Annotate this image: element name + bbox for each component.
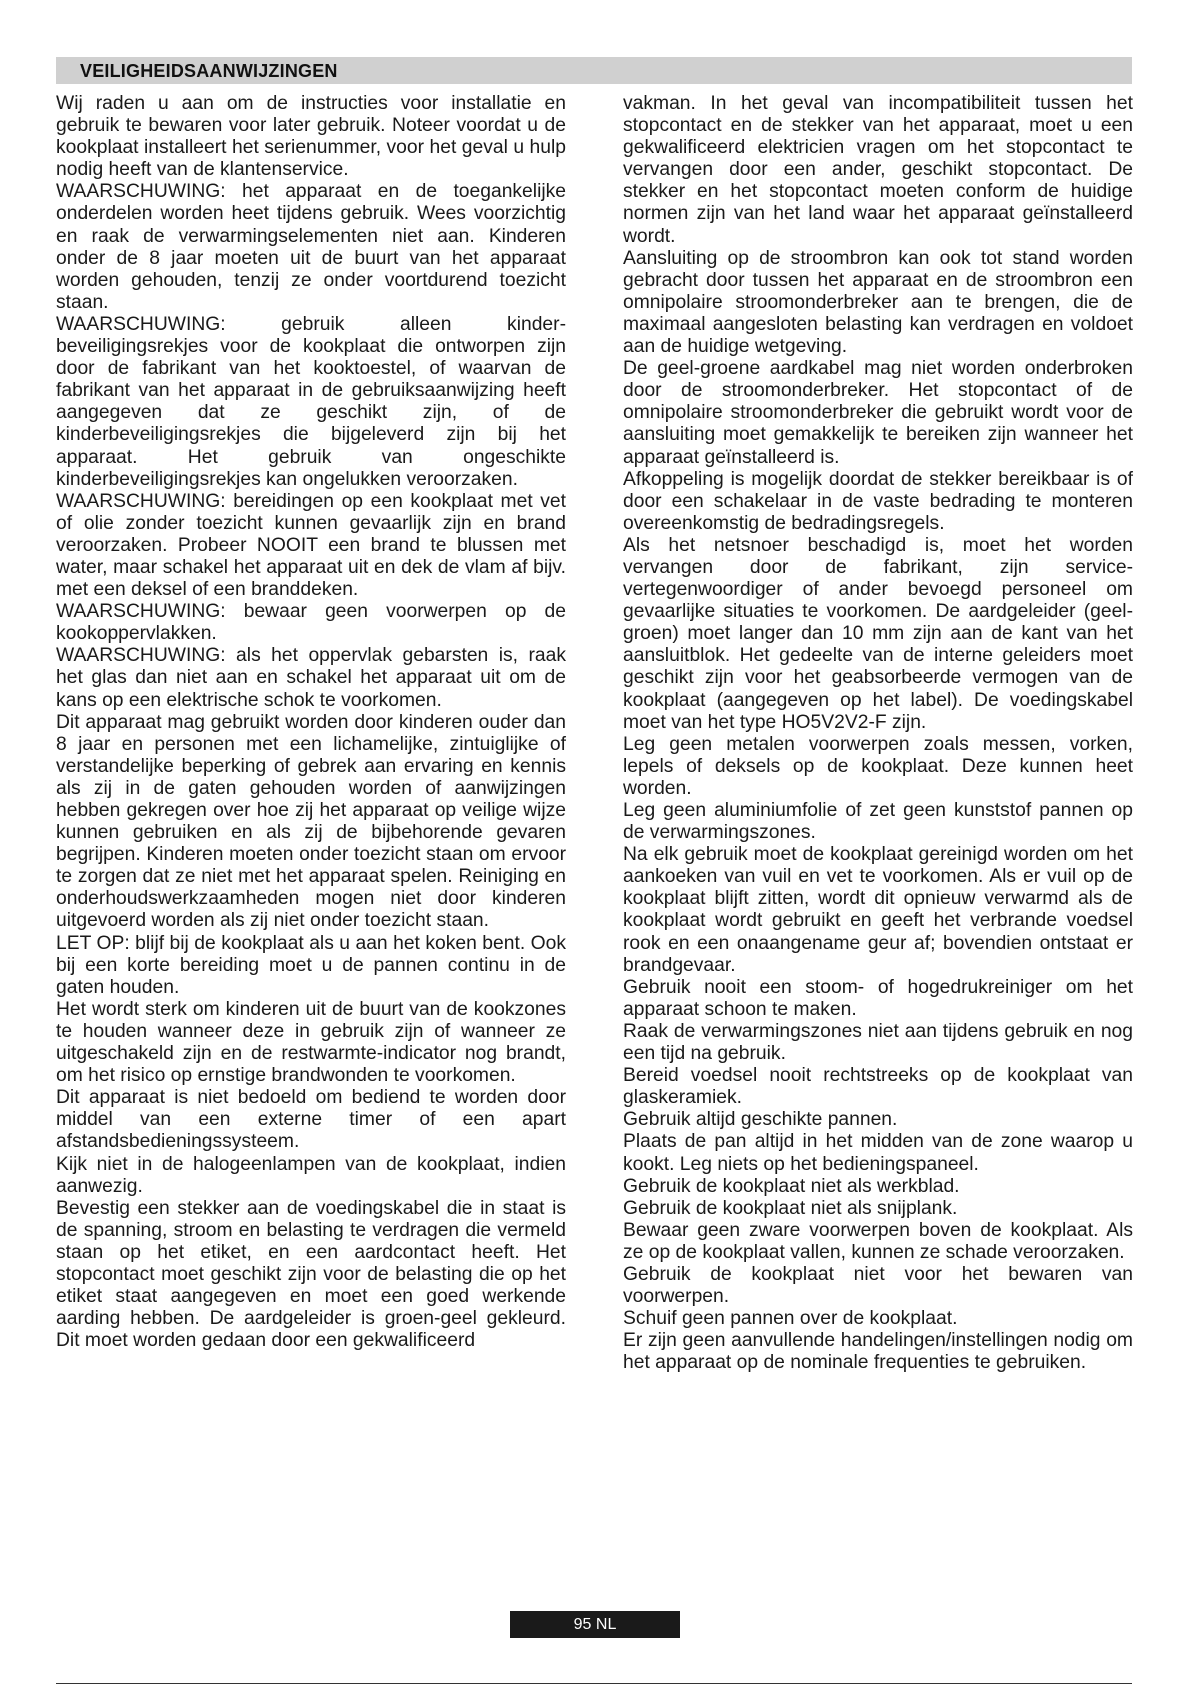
paragraph: WAARSCHUWING: het apparaat en de toegankelijke onderdelen worden heet tijdens gebruik. Wees voorzichtig en raak de verwarmingselementen niet aan. Kinderen onder de 8 jaar moeten uit de buurt van het apparaat worden gehouden, tenzij ze onder voortdurend toezicht staan. xyxy=(56,181,566,313)
paragraph: vakman. In het geval van incompatibiliteit tussen het stopcontact en de stekker van het apparaat, moet u een gekwalificeerd elektricien vragen om het stopcontact te vervangen door een ander, geschikt stopcontact. De stekker en het stopcontact moeten conform de huidige normen zijn van het land waar het apparaat geïnstalleerd wordt. xyxy=(623,93,1133,247)
paragraph: WAARSCHUWING: gebruik alleen kinder-beveiligingsrekjes voor de kookplaat die ontworpen zijn door de fabrikant van het kooktoestel, of waarvan de fabrikant van het apparaat in de gebruiksaanwijzing heeft aangegeven dat ze geschikt zijn, of de kinderbeveiligingsrekjes die bijgeleverd zijn bij het apparaat. Het gebruik van ongeschikte kinderbeveiligingsrekjes kan ongelukken veroorzaken. xyxy=(56,313,566,490)
paragraph: WAARSCHUWING: bewaar geen voorwerpen op de kookoppervlakken. xyxy=(56,601,566,645)
paragraph: Dit apparaat mag gebruikt worden door kinderen ouder dan 8 jaar en personen met een lichamelijke, zintuiglijke of verstandelijke beperking of gebrek aan ervaring en kennis als zij in de gaten gehouden worden of aanwijzingen hebben gekregen over hoe zij het apparaat op veilige wijze kunnen gebruiken en als zij de bijbehorende gevaren begrijpen. Kinderen moeten onder toezicht staan om ervoor te zorgen dat ze niet met het apparaat spelen. Reiniging en onderhoudswerkzaamheden mogen niet door kinderen uitgevoerd worden als zij niet onder toezicht staan. xyxy=(56,711,566,932)
paragraph: Er zijn geen aanvullende handelingen/instellingen nodig om het apparaat op de nominale frequenties te gebruiken. xyxy=(623,1330,1133,1374)
paragraph: WAARSCHUWING: bereidingen op een kookplaat met vet of olie zonder toezicht kunnen gevaarlijk zijn en brand veroorzaken. Probeer NOOIT een brand te blussen met water, maar schakel het apparaat uit en dek de vlam af bijv. met een deksel of een branddeken. xyxy=(56,490,566,601)
paragraph: Aansluiting op de stroombron kan ook tot stand worden gebracht door tussen het apparaat en de stroombron een omnipolaire stroomonderbreker aan te brengen, die de maximaal aangesloten belasting kan verdragen en voldoet aan de huidige wetgeving. xyxy=(623,247,1133,358)
section-title: VEILIGHEIDSAANWIJZINGEN xyxy=(80,61,338,81)
paragraph: Afkoppeling is mogelijk doordat de stekker bereikbaar is of door een schakelaar in de vaste bedrading te monteren overeenkomstig de bedradingsregels. xyxy=(623,468,1133,534)
right-column xyxy=(623,93,1133,1374)
paragraph: Gebruik de kookplaat niet voor het bewaren van voorwerpen. xyxy=(623,1263,1133,1308)
paragraph: Plaats de pan altijd in het midden van de zone waarop u kookt. Leg niets op het bedieningspaneel. xyxy=(623,1131,1133,1175)
paragraph: Leg geen metalen voorwerpen zoals messen, vorken, lepels of deksels op de kookplaat. Deze kunnen heet worden. xyxy=(623,733,1133,799)
paragraph: Gebruik altijd geschikte pannen. xyxy=(623,1109,898,1131)
paragraph: Bewaar geen zware voorwerpen boven de kookplaat. Als ze op de kookplaat vallen, kunnen ze schade veroorzaken. xyxy=(623,1219,1133,1263)
paragraph: Bereid voedsel nooit rechtstreeks op de kookplaat van glaskeramiek. xyxy=(623,1065,1133,1109)
paragraph: Na elk gebruik moet de kookplaat gereinigd worden om het aankoeken van vuil en vet te voorkomen. Als er vuil op de kookplaat blijft zitten, wordt dit opnieuw verwarmd als de kookplaat wordt gebruikt en geeft het verbrande voedsel rook en een onaangename geur af; bovendien ontstaat er brandgevaar. xyxy=(623,844,1133,976)
paragraph: Kijk niet in de halogeenlampen van de kookplaat, indien aanwezig. xyxy=(56,1153,566,1197)
paragraph: Wij raden u aan om de instructies voor installatie en gebruik te bewaren voor later gebruik. Noteer voordat u de kookplaat installeert het serienummer, voor het geval u hulp nodig heeft van de klantenservice. xyxy=(56,93,566,181)
paragraph: Als het netsnoer beschadigd is, moet het worden vervangen door de fabrikant, zijn service-vertegenwoordiger of ander bevoegd personeel om gevaarlijke situaties te voorkomen. De aardgeleider (geel-groen) moet langer dan 10 mm zijn aan de kant van het aansluitblok. Het gedeelte van de interne geleiders moet geschikt zijn voor het geabsorbeerde vermogen van de kookplaat (aangegeven op het label). De voedingskabel moet van het type HO5V2V2-F zijn. xyxy=(623,534,1133,733)
paragraph: De geel-groene aardkabel mag niet worden onderbroken door de stroomonderbreker. Het stopcontact of de omnipolaire stroomonderbreker die gebruikt wordt voor de aansluiting moet gemakkelijk te bereiken zijn wanneer het apparaat geïnstalleerd is. xyxy=(623,358,1133,468)
paragraph: Leg geen aluminiumfolie of zet geen kunststof pannen op de verwarmingszones. xyxy=(623,800,1133,844)
left-column xyxy=(56,93,566,1352)
paragraph: Gebruik de kookplaat niet als snijplank. xyxy=(623,1197,958,1219)
section-header-bar xyxy=(56,57,1132,84)
paragraph: WAARSCHUWING: als het oppervlak gebarsten is, raak het glas dan niet aan en schakel het apparaat uit om de kans op een elektrische schok te voorkomen. xyxy=(56,645,566,711)
paragraph: Bevestig een stekker aan de voedingskabel die in staat is de spanning, stroom en belasting te verdragen die vermeld staan op het etiket, en een aardcontact heeft. Het stopcontact moet geschikt zijn voor de belasting die op het etiket staat aangegeven en moet een goed werkende aarding hebben. De aardgeleider is groen-geel gekleurd. Dit moet worden gedaan door een gekwalificeerd xyxy=(56,1197,566,1352)
paragraph: Schuif geen pannen over de kookplaat. xyxy=(623,1308,958,1330)
paragraph: Het wordt sterk om kinderen uit de buurt van de kookzones te houden wanneer deze in gebruik zijn of wanneer ze uitgeschakeld zijn en de restwarmte-indicator nog brandt, om het risico op ernstige brandwonden te voorkomen. xyxy=(56,998,566,1087)
page-number: 95 NL xyxy=(510,1611,680,1638)
paragraph: Raak de verwarmingszones niet aan tijdens gebruik en nog een tijd na gebruik. xyxy=(623,1020,1133,1065)
paragraph: LET OP: blijf bij de kookplaat als u aan het koken bent. Ook bij een korte bereiding moet u de pannen continu in de gaten houden. xyxy=(56,932,566,998)
paragraph: Dit apparaat is niet bedoeld om bediend te worden door middel van een externe timer of een apart afstandsbedieningssysteem. xyxy=(56,1087,566,1153)
paragraph: Gebruik nooit een stoom- of hogedrukreiniger om het apparaat schoon te maken. xyxy=(623,976,1133,1020)
paragraph: Gebruik de kookplaat niet als werkblad. xyxy=(623,1175,960,1197)
